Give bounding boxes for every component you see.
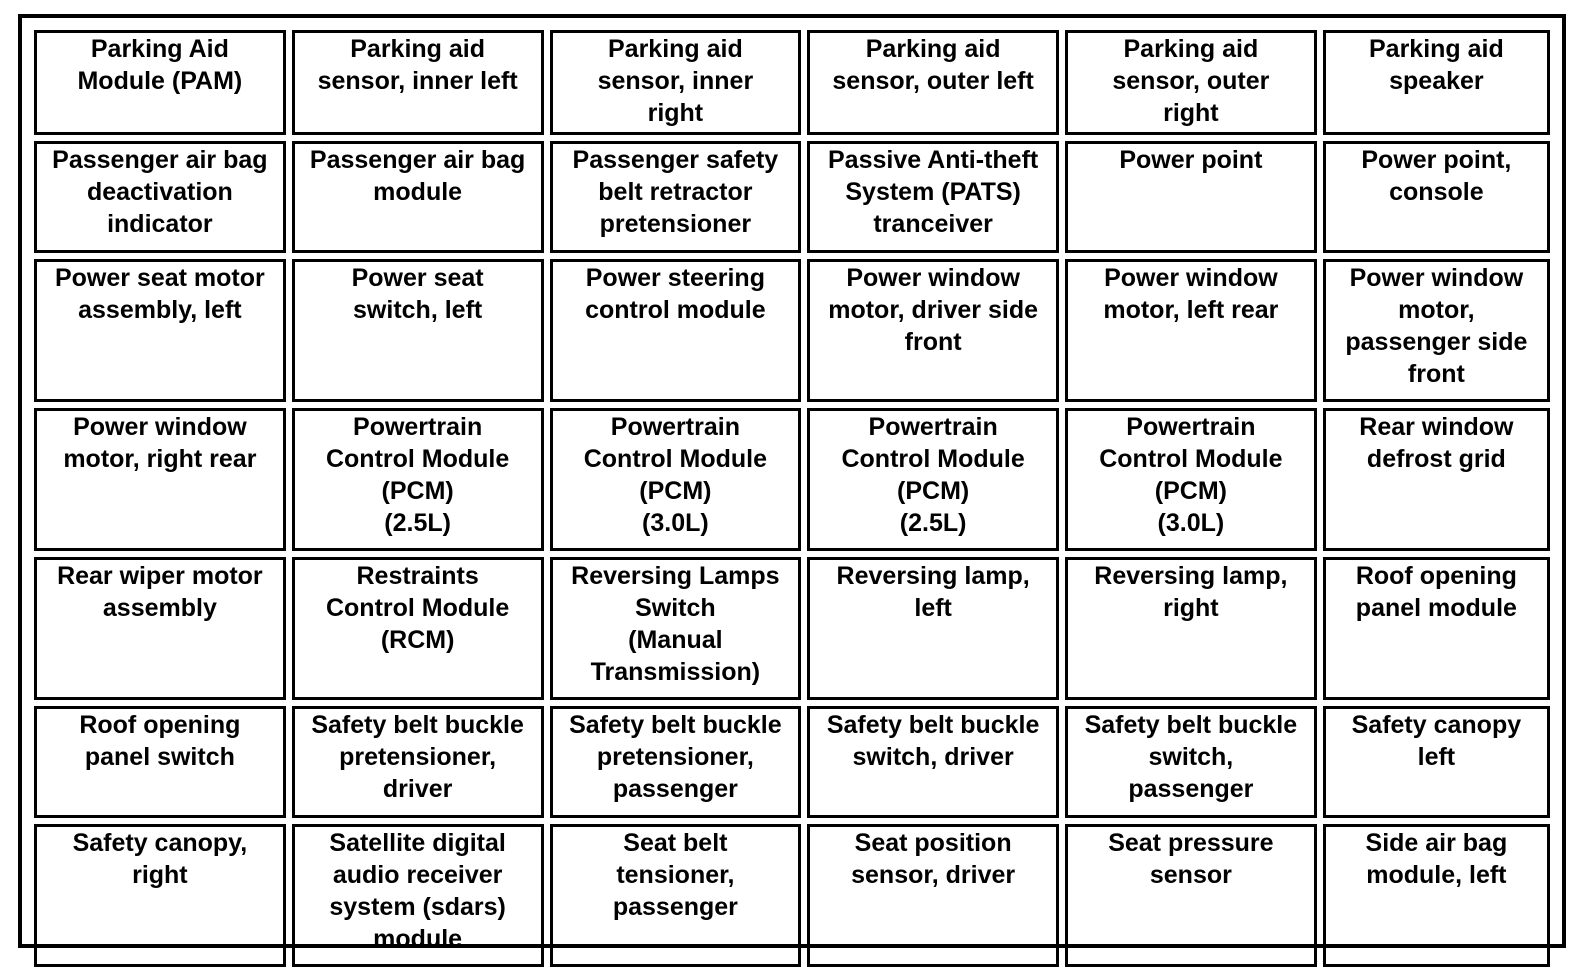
table-cell: Parking aid sensor, outer right [1065, 30, 1317, 135]
table-cell: Restraints Control Module (RCM) [292, 557, 544, 700]
table-cell: Powertrain Control Module (PCM) (3.0L) [550, 408, 802, 551]
table-cell: Roof opening panel switch [34, 706, 286, 818]
table-cell: Powertrain Control Module (PCM) (2.5L) [292, 408, 544, 551]
table-cell: Power seat motor assembly, left [34, 259, 286, 402]
table-cell: Parking aid sensor, outer left [807, 30, 1059, 135]
table-cell: Safety canopy, right [34, 824, 286, 967]
table-cell: Power steering control module [550, 259, 802, 402]
table-row [34, 259, 1550, 402]
table-cell: Parking Aid Module (PAM) [34, 30, 286, 135]
table-cell: Power point [1065, 141, 1317, 253]
table-cell: Satellite digital audio receiver system (sdars) module [292, 824, 544, 967]
table-cell: Passenger safety belt retractor pretensioner [550, 141, 802, 253]
table-row [34, 706, 1550, 818]
table-cell: Safety canopy left [1323, 706, 1550, 818]
table-row [34, 30, 1550, 135]
table-cell: Reversing lamp, right [1065, 557, 1317, 700]
table-row [34, 824, 1550, 967]
table-cell: Parking aid sensor, inner right [550, 30, 802, 135]
table-cell: Safety belt buckle switch, passenger [1065, 706, 1317, 818]
table-cell: Parking aid sensor, inner left [292, 30, 544, 135]
table-cell: Safety belt buckle switch, driver [807, 706, 1059, 818]
table-cell: Powertrain Control Module (PCM) (3.0L) [1065, 408, 1317, 551]
table-cell: Passive Anti-theft System (PATS) tranceiver [807, 141, 1059, 253]
table-cell: Power window motor, left rear [1065, 259, 1317, 402]
table-cell: Reversing lamp, left [807, 557, 1059, 700]
table-cell: Parking aid speaker [1323, 30, 1550, 135]
table-cell: Power window motor, passenger side front [1323, 259, 1550, 402]
table-cell: Roof opening panel module [1323, 557, 1550, 700]
table-cell: Passenger air bag deactivation indicator [34, 141, 286, 253]
table-cell: Seat pressure sensor [1065, 824, 1317, 967]
table-cell: Power seat switch, left [292, 259, 544, 402]
table-cell: Powertrain Control Module (PCM) (2.5L) [807, 408, 1059, 551]
component-list-table-frame [18, 14, 1566, 953]
table-cell: Power window motor, driver side front [807, 259, 1059, 402]
table-cell: Reversing Lamps Switch (Manual Transmission) [550, 557, 802, 700]
table-cell: Safety belt buckle pretensioner, passenger [550, 706, 802, 818]
table-cell: Safety belt buckle pretensioner, driver [292, 706, 544, 818]
table-cell: Rear wiper motor assembly [34, 557, 286, 700]
table-cell: Passenger air bag module [292, 141, 544, 253]
table-row [34, 557, 1550, 700]
table-cell: Seat position sensor, driver [807, 824, 1059, 967]
table-cell: Side air bag module, left [1323, 824, 1550, 967]
component-list-table [28, 24, 1556, 973]
table-cell: Power window motor, right rear [34, 408, 286, 551]
table-cell: Seat belt tensioner, passenger [550, 824, 802, 967]
table-row [34, 141, 1550, 253]
table-cell: Rear window defrost grid [1323, 408, 1550, 551]
table-row [34, 408, 1550, 551]
table-cell: Power point, console [1323, 141, 1550, 253]
